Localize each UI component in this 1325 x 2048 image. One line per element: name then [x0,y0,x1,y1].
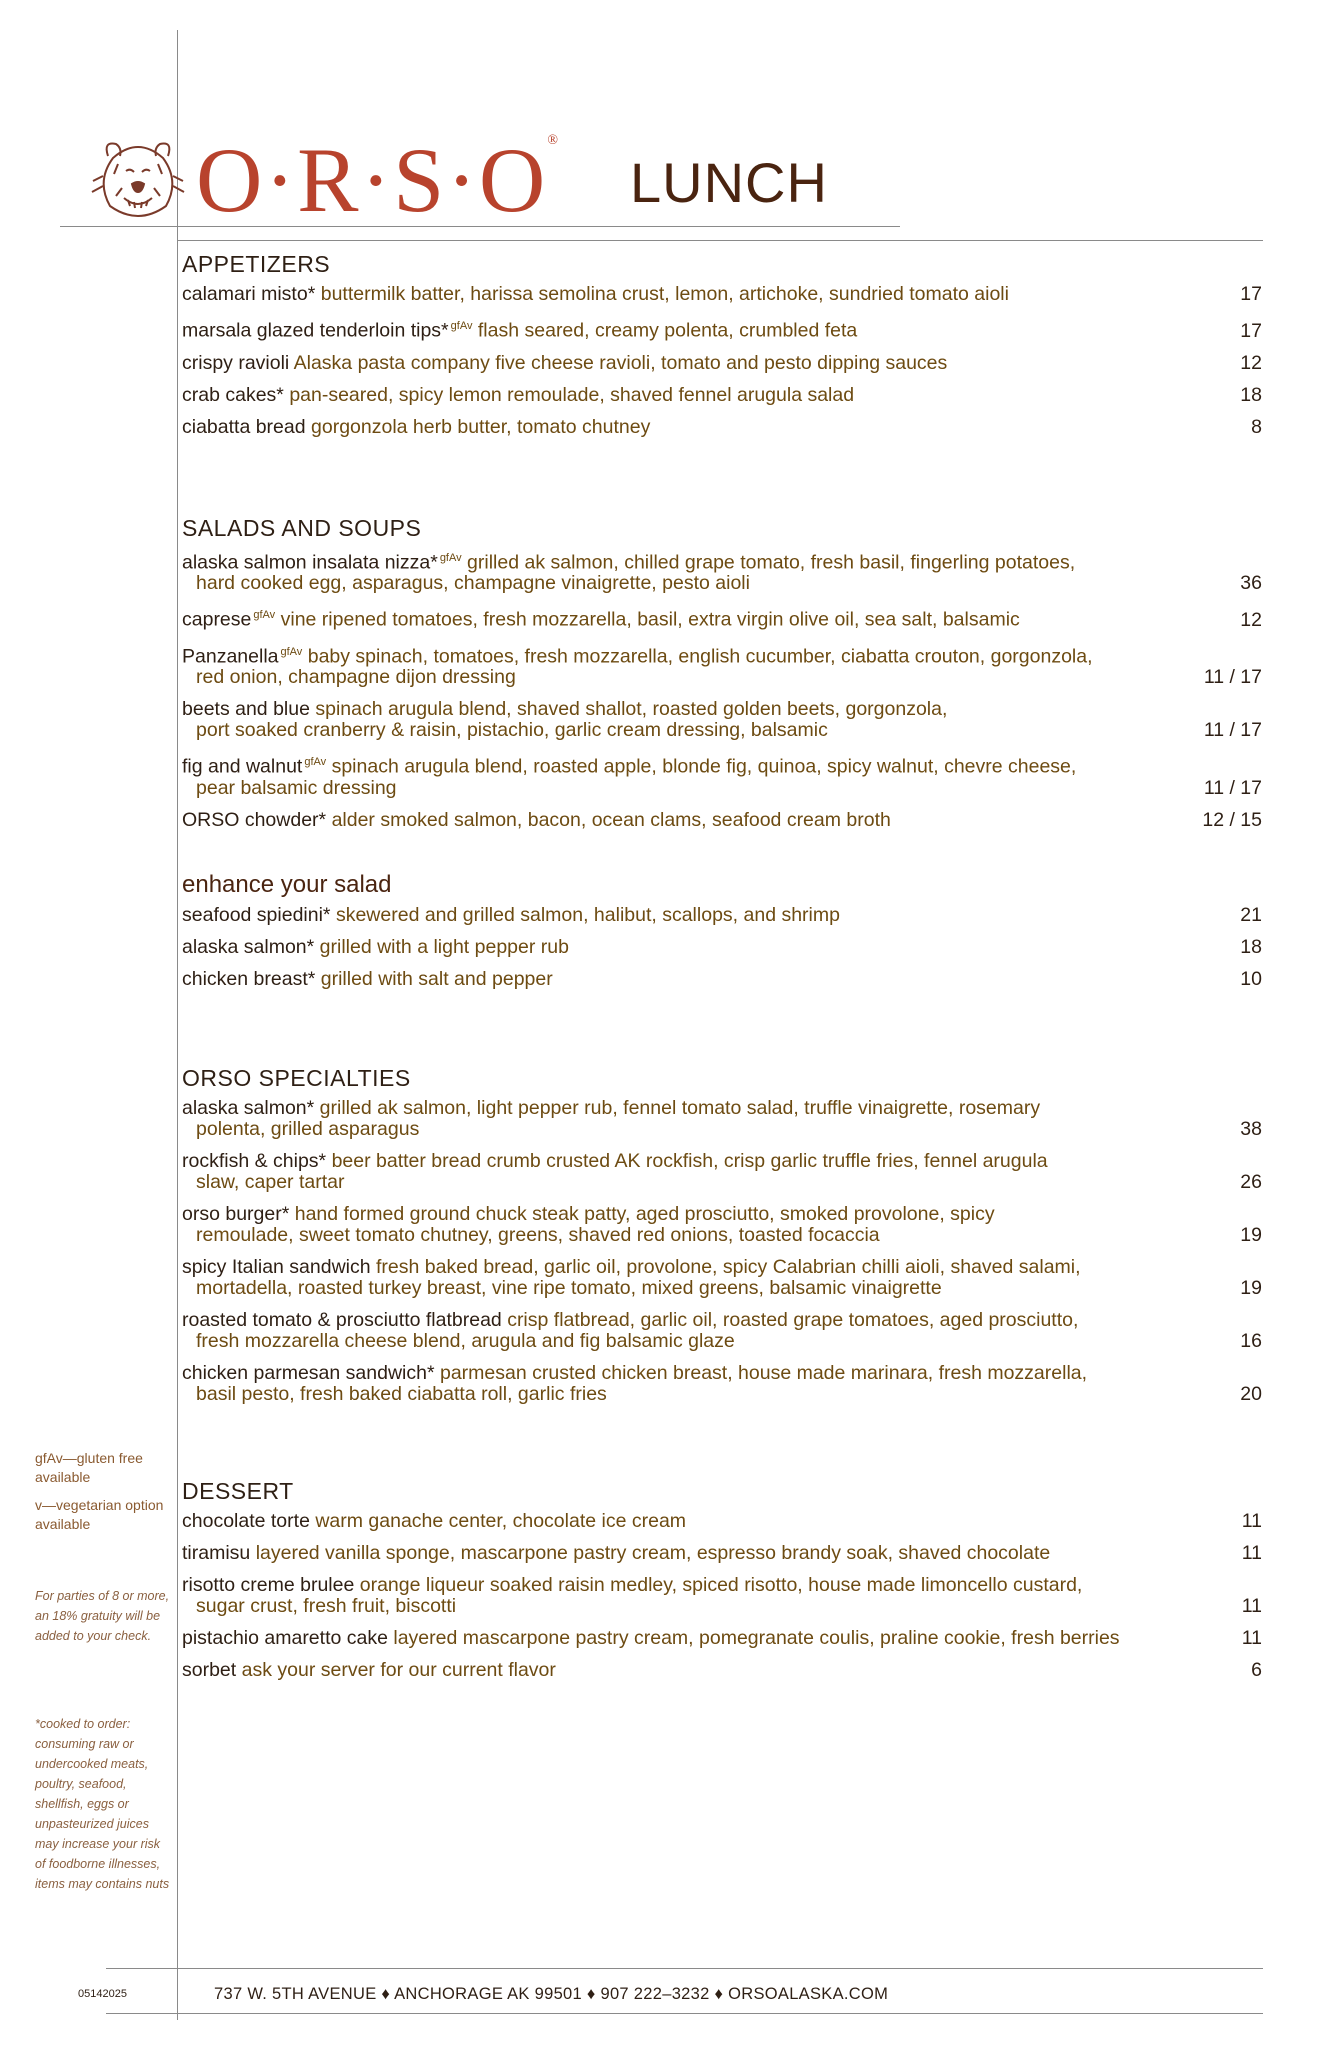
item-price: 19 [1240,1223,1262,1246]
item-description-continued: red onion, champagne dijon dressing [196,666,516,688]
item-description: beer batter bread crumb crusted AK rockfish, crisp garlic truffle fries, fennel arugula [331,1149,1048,1172]
item-price: 18 [1240,383,1262,406]
item-name: chocolate torte [182,1509,310,1532]
item-price: 12 [1240,351,1262,374]
menu-content [182,250,1262,1692]
item-description: vine ripened tomatoes, fresh mozzarella, basil, extra virgin olive oil, sea salt, balsamic [280,608,1020,631]
item-name: caprese [182,608,252,631]
gratuity-note: For parties of 8 or more, an 18% gratuity will be added to your check. [35,1589,170,1643]
menu-item [182,1511,1262,1532]
item-price: 36 [1240,572,1262,594]
item-name: roasted tomato & prosciutto flatbread [182,1308,502,1331]
footer-rule-top [106,1968,1263,1969]
menu-item [182,417,1262,438]
menu-section [182,1477,1262,1681]
item-name: sorbet [182,1658,237,1681]
item-price: 8 [1251,415,1262,438]
item-description-continued: mortadella, roasted turkey breast, vine ripe tomato, mixed greens, balsamic vinaigrette [196,1276,942,1299]
menu-item [182,1660,1262,1681]
item-description: alder smoked salmon, bacon, ocean clams, seafood cream broth [331,808,891,831]
item-name: chicken breast* [182,967,316,990]
item-name: marsala glazed tenderloin tips* [182,319,449,342]
item-description: spinach arugula blend, roasted apple, blonde fig, quinoa, spicy walnut, chevre cheese, [331,755,1077,778]
item-price: 12 [1240,608,1262,631]
item-description: Alaska pasta company five cheese ravioli, tomato and pesto dipping sauces [293,351,948,374]
item-description-continued: hard cooked egg, asparagus, champagne vinaigrette, pesto aioli [196,572,750,594]
menu-item [182,810,1262,831]
item-price: 18 [1240,935,1262,958]
gluten-free-badge: gfAv [280,645,303,658]
item-price: 12 / 15 [1202,808,1262,831]
cooked-to-order-note: *cooked to order: consuming raw or undercooked meats, poultry, seafood, shellfish, eggs or unpasteurized juices may increase your risk of foodborne illnesses, items may contains nuts [35,1717,170,1891]
item-name: Panzanella [182,645,279,667]
item-name: risotto creme brulee [182,1573,355,1596]
item-name: calamari misto* [182,283,316,305]
menu-section [182,1064,1262,1405]
item-price: 16 [1240,1329,1262,1352]
item-description: ask your server for our current flavor [241,1658,556,1681]
item-price: 11 [1241,1509,1262,1532]
gluten-free-badge: gfAv [439,551,462,564]
item-price: 10 [1240,967,1262,990]
item-description-continued: slaw, caper tartar [196,1170,345,1193]
item-description: grilled ak salmon, chilled grape tomato, fresh basil, fingerling potatoes, [467,551,1076,573]
item-description-continued: port soaked cranberry & raisin, pistachio, garlic cream dressing, balsamic [196,719,828,741]
menu-item [182,1628,1262,1649]
menu-top-rule [178,240,1263,241]
item-description: skewered and grilled salmon, halibut, scallops, and shrimp [335,903,840,926]
item-description: pan-seared, spicy lemon remoulade, shaved fennel arugula salad [289,383,855,406]
item-name: pistachio amaretto cake [182,1626,388,1649]
menu-item [182,905,1262,926]
footer-address: 737 W. 5TH AVENUE ♦ ANCHORAGE AK 99501 ♦ 907 222–3232 ♦ ORSOALASKA.COM [214,1985,889,2003]
menu-item [182,316,1262,342]
footer-rule-bottom [106,2013,1263,2014]
item-price: 11 [1241,1594,1262,1617]
menu-item [182,385,1262,406]
item-name: crab cakes* [182,383,284,406]
item-price: 38 [1240,1117,1262,1140]
item-price: 19 [1240,1276,1262,1299]
item-name: alaska salmon* [182,1096,315,1119]
menu-item [182,1363,1262,1405]
section-title: SALADS AND SOUPS [182,514,422,541]
item-price: 11 [1241,1626,1262,1649]
item-name: seafood spiedini* [182,903,331,926]
gluten-free-badge: gfAv [450,320,473,332]
menu-item [182,548,1262,595]
footer-code: 05142025 [78,1988,127,2000]
menu-item [182,937,1262,958]
item-description: parmesan crusted chicken breast, house made marinara, fresh mozzarella, [439,1361,1088,1384]
item-description: layered mascarpone pastry cream, pomegranate coulis, praline cookie, fresh berries [393,1626,1120,1649]
registered-mark: ® [547,133,560,148]
menu-item [182,699,1262,741]
item-price: 20 [1240,1382,1262,1405]
item-price: 11 / 17 [1203,719,1262,741]
menu-section [182,871,1262,990]
item-description-continued: fresh mozzarella cheese blend, arugula and fig balsamic glaze [196,1329,735,1352]
menu-item [182,1310,1262,1352]
menu-item [182,1257,1262,1299]
menu-item [182,969,1262,990]
section-title: enhance your salad [182,870,392,898]
menu-item [182,353,1262,374]
item-price: 11 [1241,1541,1262,1564]
item-name: alaska salmon insalata nizza* [182,551,438,573]
item-name: ORSO chowder* [182,808,327,831]
section-title: DESSERT [182,1477,294,1504]
item-description: baby spinach, tomatoes, fresh mozzarella, english cucumber, ciabatta crouton, gorgonzola, [307,645,1093,667]
menu-item [182,1098,1262,1140]
item-name: spicy Italian sandwich [182,1255,371,1278]
menu-item [182,1543,1262,1564]
item-description: flash seared, creamy polenta, crumbled feta [477,319,858,342]
item-description: gorgonzola herb butter, tomato chutney [311,415,651,438]
item-description: spinach arugula blend, shaved shallot, roasted golden beets, gorgonzola, [315,698,948,720]
gluten-free-badge: gfAv [304,756,327,768]
item-description: fresh baked bread, garlic oil, provolone, spicy Calabrian chilli aioli, shaved salami, [376,1255,1081,1278]
page-title: LUNCH [630,151,828,214]
item-name: orso burger* [182,1202,290,1225]
item-name: chicken parmesan sandwich* [182,1361,435,1384]
item-name: alaska salmon* [182,935,315,958]
item-name: ciabatta bread [182,415,306,438]
item-description-continued: sugar crust, fresh fruit, biscotti [196,1594,457,1617]
menu-item [182,1204,1262,1246]
section-title: ORSO SPECIALTIES [182,1064,411,1091]
menu-item [182,284,1262,305]
v-note: v—vegetarian option available [35,1497,164,1532]
orso-logo [88,118,560,231]
menu-item [182,1151,1262,1193]
item-description: grilled ak salmon, light pepper rub, fennel tomato salad, truffle vinaigrette, rosemary [319,1096,1041,1119]
item-description: crisp flatbread, garlic oil, roasted grape tomatoes, aged prosciutto, [507,1308,1079,1331]
gf-note: gfAv—gluten free available [35,1450,143,1485]
menu-section [182,250,1262,438]
menu-section [182,514,1262,831]
gluten-free-badge: gfAv [253,609,276,621]
item-name: fig and walnut [182,755,303,778]
item-description: grilled with salt and pepper [320,967,553,990]
item-description-continued: remoulade, sweet tomato chutney, greens, shaved red onions, toasted focaccia [196,1223,880,1246]
menu-item [182,642,1262,689]
menu-item [182,752,1262,799]
item-name: rockfish & chips* [182,1149,327,1172]
menu-item [182,1575,1262,1617]
item-name: tiramisu [182,1541,251,1564]
item-description: warm ganache center, chocolate ice cream [315,1509,687,1532]
vertical-rule [177,30,178,2020]
item-price: 17 [1240,319,1262,342]
item-price: 11 / 17 [1203,776,1262,799]
menu-item [182,605,1262,631]
item-name: crispy ravioli [182,351,290,374]
item-description: buttermilk batter, harissa semolina crust, lemon, artichoke, sundried tomato aioli [320,283,1009,305]
item-price: 6 [1251,1658,1262,1681]
item-description-continued: polenta, grilled asparagus [196,1117,420,1140]
orso-wordmark: O·R·S·O® [196,129,560,231]
item-name: beets and blue [182,698,310,720]
item-price: 11 / 17 [1203,666,1262,688]
item-price: 21 [1240,903,1262,926]
item-price: 26 [1240,1170,1262,1193]
section-title: APPETIZERS [182,251,331,277]
item-description: layered vanilla sponge, mascarpone pastry cream, espresso brandy soak, shaved chocolate [255,1541,1051,1564]
item-description: grilled with a light pepper rub [319,935,569,958]
item-description: orange liqueur soaked raisin medley, spiced risotto, house made limoncello custard, [359,1573,1083,1596]
item-description-continued: pear balsamic dressing [196,776,397,799]
bear-icon [88,126,188,226]
item-description: hand formed ground chuck steak patty, aged prosciutto, smoked provolone, spicy [294,1202,995,1225]
item-price: 17 [1240,283,1262,305]
item-description-continued: basil pesto, fresh baked ciabatta roll, garlic fries [196,1382,607,1405]
